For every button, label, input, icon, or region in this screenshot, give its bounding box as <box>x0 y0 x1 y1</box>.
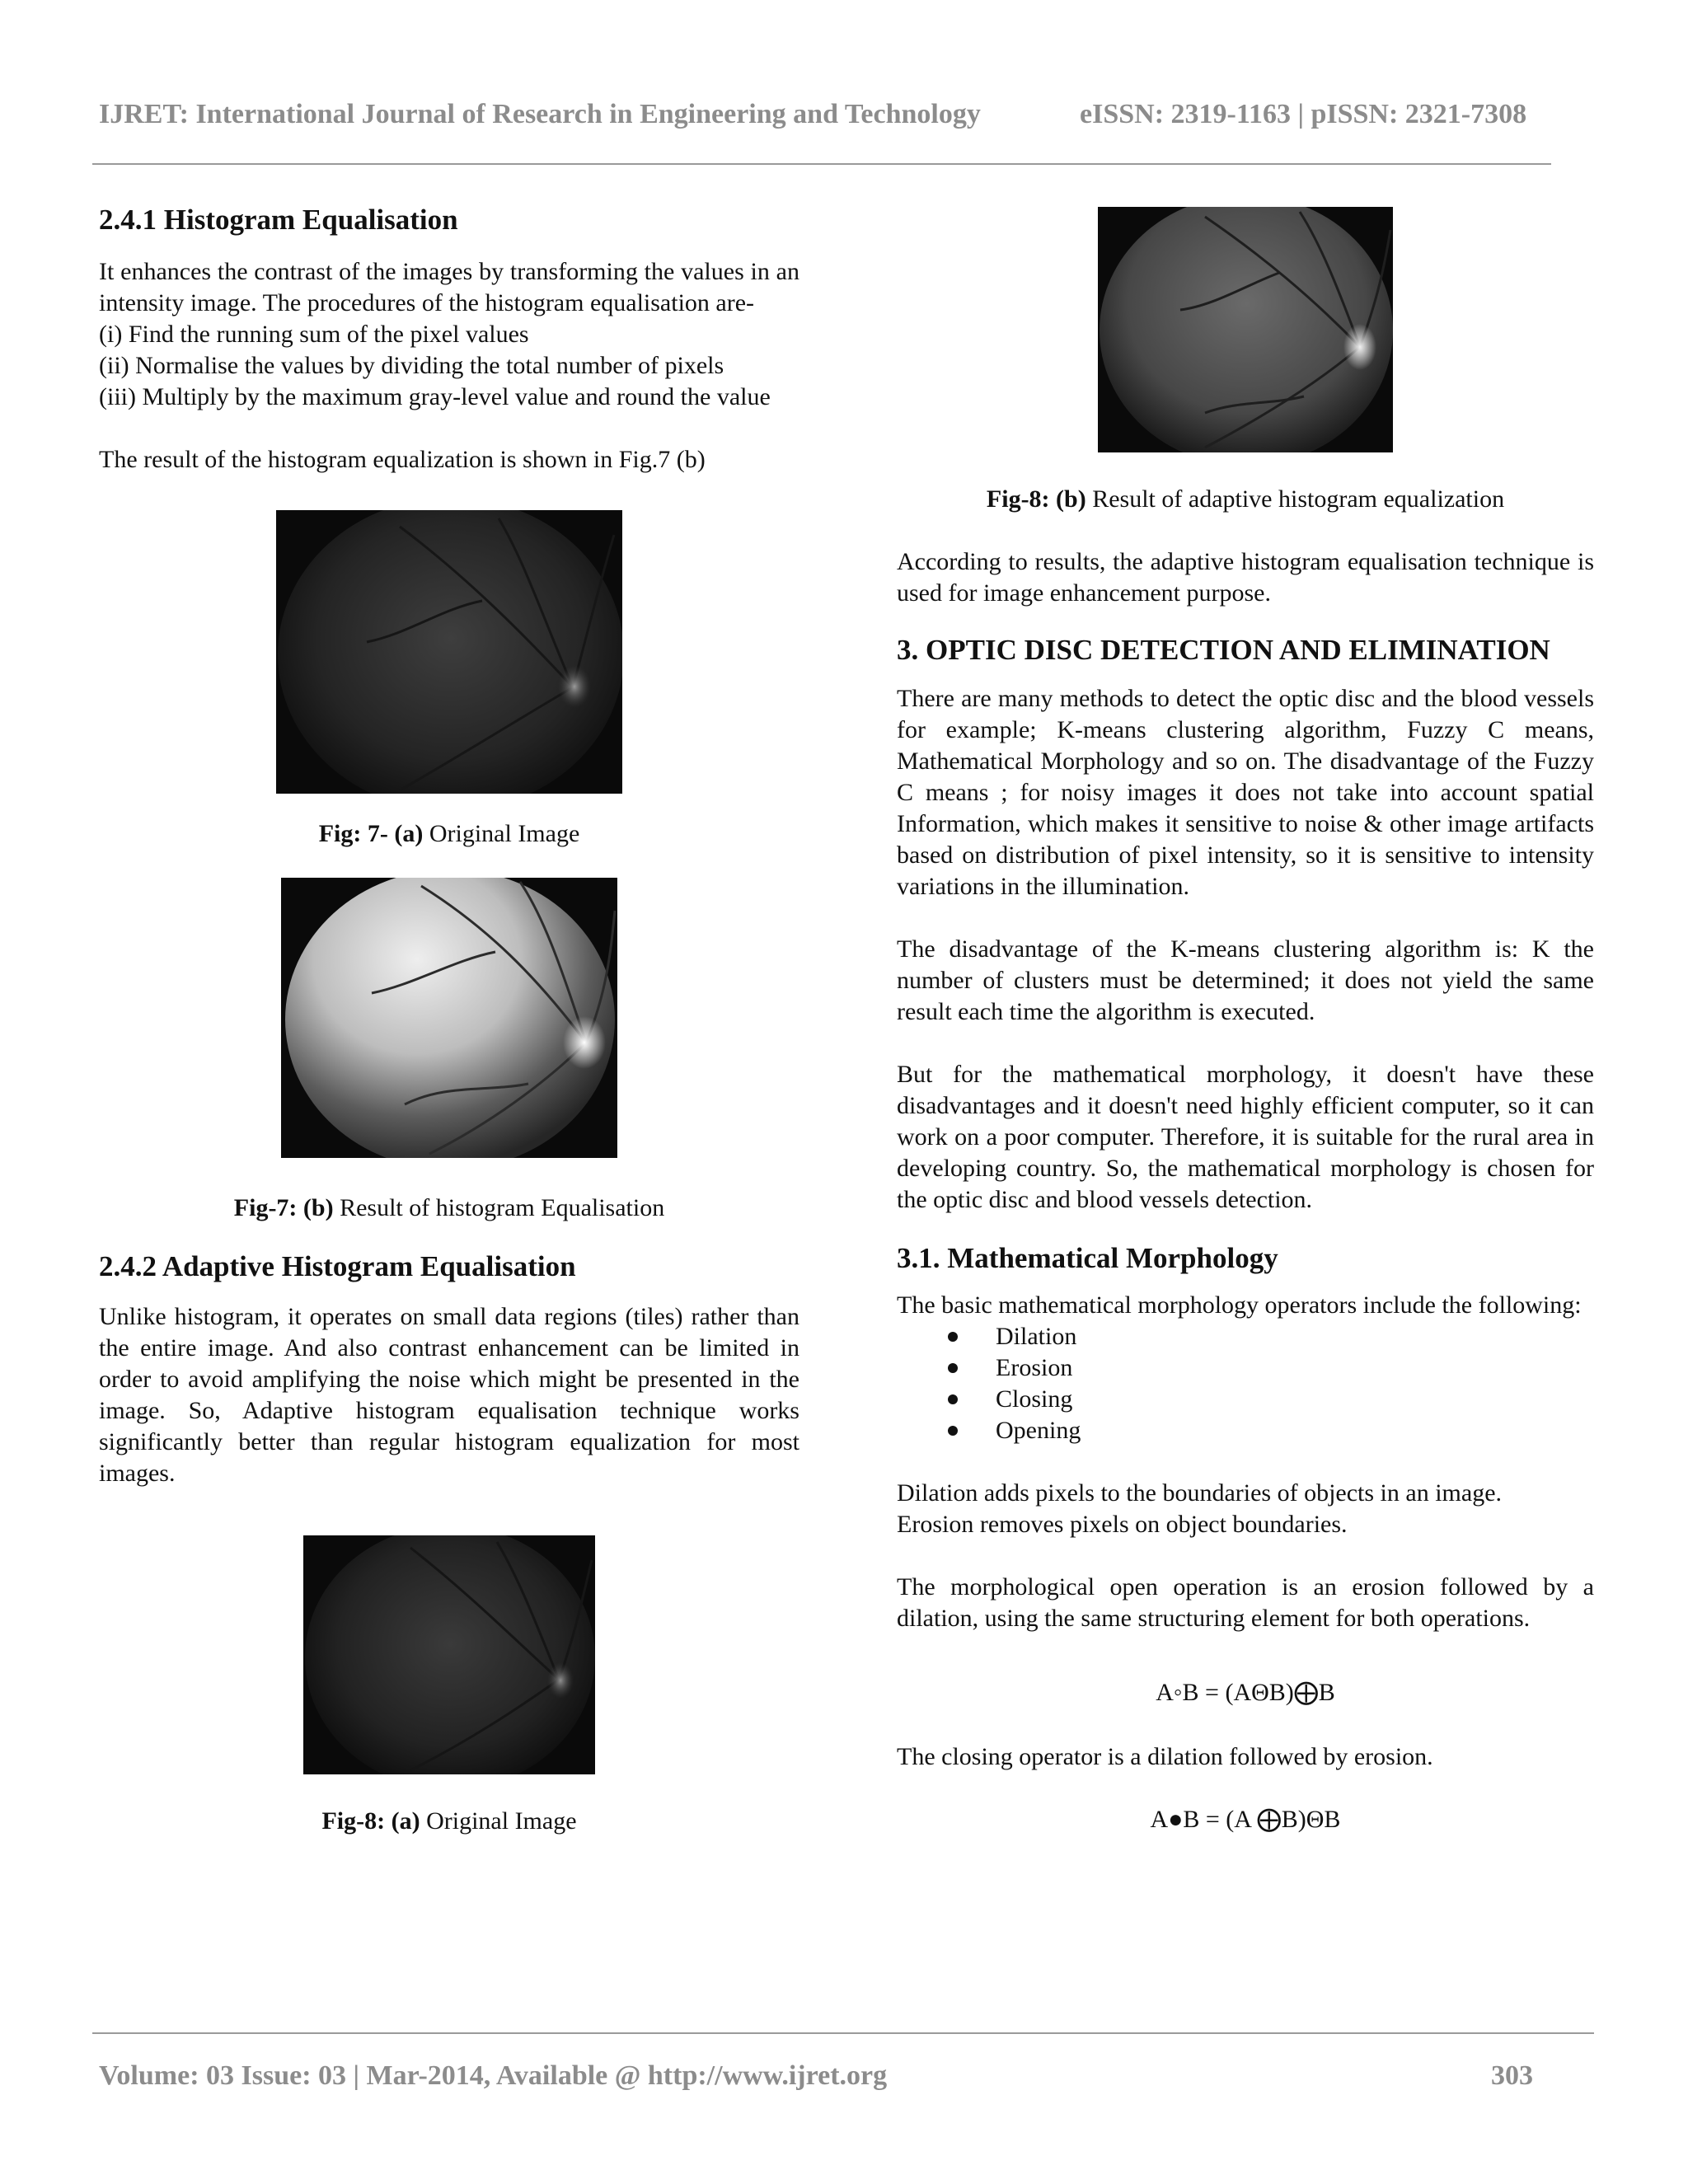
s31-intro: The basic mathematical morphology operators include the following: <box>897 1291 1582 1319</box>
fig7b-fundus-image <box>281 878 617 1158</box>
running-header <box>99 99 1550 130</box>
fig7b-caption <box>99 1193 799 1224</box>
fig8b-fundus-image <box>1098 207 1393 452</box>
footer-rule <box>92 2032 1594 2034</box>
s241-intro: It enhances the contrast of the images by transforming the values in an intensity image. The procedures of the histogram equalisation are- <box>99 258 799 316</box>
fig8a-text: Original Image <box>426 1807 577 1835</box>
fig7b-text: Result of histogram Equalisation <box>340 1194 665 1221</box>
header-rule <box>92 163 1551 165</box>
fig7a-caption <box>99 818 799 850</box>
list-item: Closing <box>996 1384 1594 1415</box>
journal-title: IJRET: International Journal of Research in Engineering and Technology <box>99 99 981 129</box>
s241-result-ref: The result of the histogram equalization is shown in Fig.7 (b) <box>99 446 706 473</box>
left-column <box>99 202 799 1837</box>
opening-equation: A◦B = (AΘB)⨁B <box>1156 1679 1335 1706</box>
erosion-definition: Erosion removes pixels on object boundaries. <box>897 1511 1348 1538</box>
section-3-heading: 3. OPTIC DISC DETECTION AND ELIMINATION <box>897 634 1550 666</box>
s241-step-2: (ii) Normalise the values by dividing the total number of pixels <box>99 352 724 379</box>
fig7a-fundus-image <box>276 510 622 794</box>
s3-paragraph-3: But for the mathematical morphology, it doesn't have these disadvantages and it doesn't need highly efficient computer, so it can work on a poor computer. Therefore, it is suitable for the rural area in developing country. So, the mathematical morphology is chosen for the optic disc and blood vessels detection. <box>897 1061 1594 1213</box>
fig8a-label: Fig-8: (a) <box>321 1807 420 1835</box>
dilation-definition: Dilation adds pixels to the boundaries of objects in an image. <box>897 1479 1503 1507</box>
fig7b-label: Fig-7: (b) <box>233 1194 334 1221</box>
list-item: Dilation <box>996 1321 1594 1352</box>
s241-step-3: (iii) Multiply by the maximum gray-level value and round the value <box>99 383 771 410</box>
s3-paragraph-2: The disadvantage of the K-means clustering algorithm is: K the number of clusters must be determined; it does not yield the same result each time the algorithm is executed. <box>897 935 1594 1025</box>
list-item: Opening <box>996 1415 1594 1446</box>
fig8a-fundus-image <box>303 1535 595 1774</box>
fig8b-label: Fig-8: (b) <box>986 485 1086 513</box>
running-footer <box>99 2060 1533 2092</box>
s242-body: Unlike histogram, it operates on small data regions (tiles) rather than the entire image. And also contrast enhancement can be limited in order to avoid amplifying the noise which might be presented in the image. So, Adaptive histogram equalisation technique works significantly better than regular histogram equalization for most images. <box>99 1303 799 1487</box>
fig8b-caption <box>897 484 1594 515</box>
list-item: Erosion <box>996 1352 1594 1384</box>
section-2-4-1-heading: 2.4.1 Histogram Equalisation <box>99 204 458 236</box>
volume-info: Volume: 03 Issue: 03 | Mar-2014, Available @ http://www.ijret.org <box>99 2060 888 2091</box>
closing-equation: A●B = (A ⨁B)ΘB <box>1150 1806 1341 1833</box>
s241-step-1: (i) Find the running sum of the pixel values <box>99 321 529 348</box>
issn-numbers: eISSN: 2319-1163 | pISSN: 2321-7308 <box>1080 99 1527 129</box>
adaptive-conclusion: According to results, the adaptive histogram equalisation technique is used for image enhancement purpose. <box>897 548 1594 607</box>
s3-paragraph-1: There are many methods to detect the optic disc and the blood vessels for example; K-means clustering algorithm, Fuzzy C means, Mathematical Morphology and so on. The disadvantage of the Fuzzy C means ; for noisy images it does not take into account spatial Information, which makes it sensitive to noise & other image artifacts based on distribution of pixel intensity, so it is sensitive to intensity variations in the illumination. <box>897 685 1594 900</box>
fig7a-label: Fig: 7- (a) <box>318 820 424 847</box>
right-column <box>897 202 1594 1835</box>
section-3-1-heading: 3.1. Mathematical Morphology <box>897 1242 1278 1274</box>
fig7a-text: Original Image <box>429 820 580 847</box>
closing-operation-description: The closing operator is a dilation followed by erosion. <box>897 1743 1433 1770</box>
fig8a-caption <box>99 1806 799 1837</box>
fig8b-text: Result of adaptive histogram equalization <box>1092 485 1505 513</box>
operator-list <box>897 1321 1594 1446</box>
page-number: 303 <box>1491 2060 1533 2091</box>
section-2-4-2-heading: 2.4.2 Adaptive Histogram Equalisation <box>99 1250 576 1282</box>
open-operation-description: The morphological open operation is an erosion followed by a dilation, using the same structuring element for both operations. <box>897 1573 1594 1632</box>
